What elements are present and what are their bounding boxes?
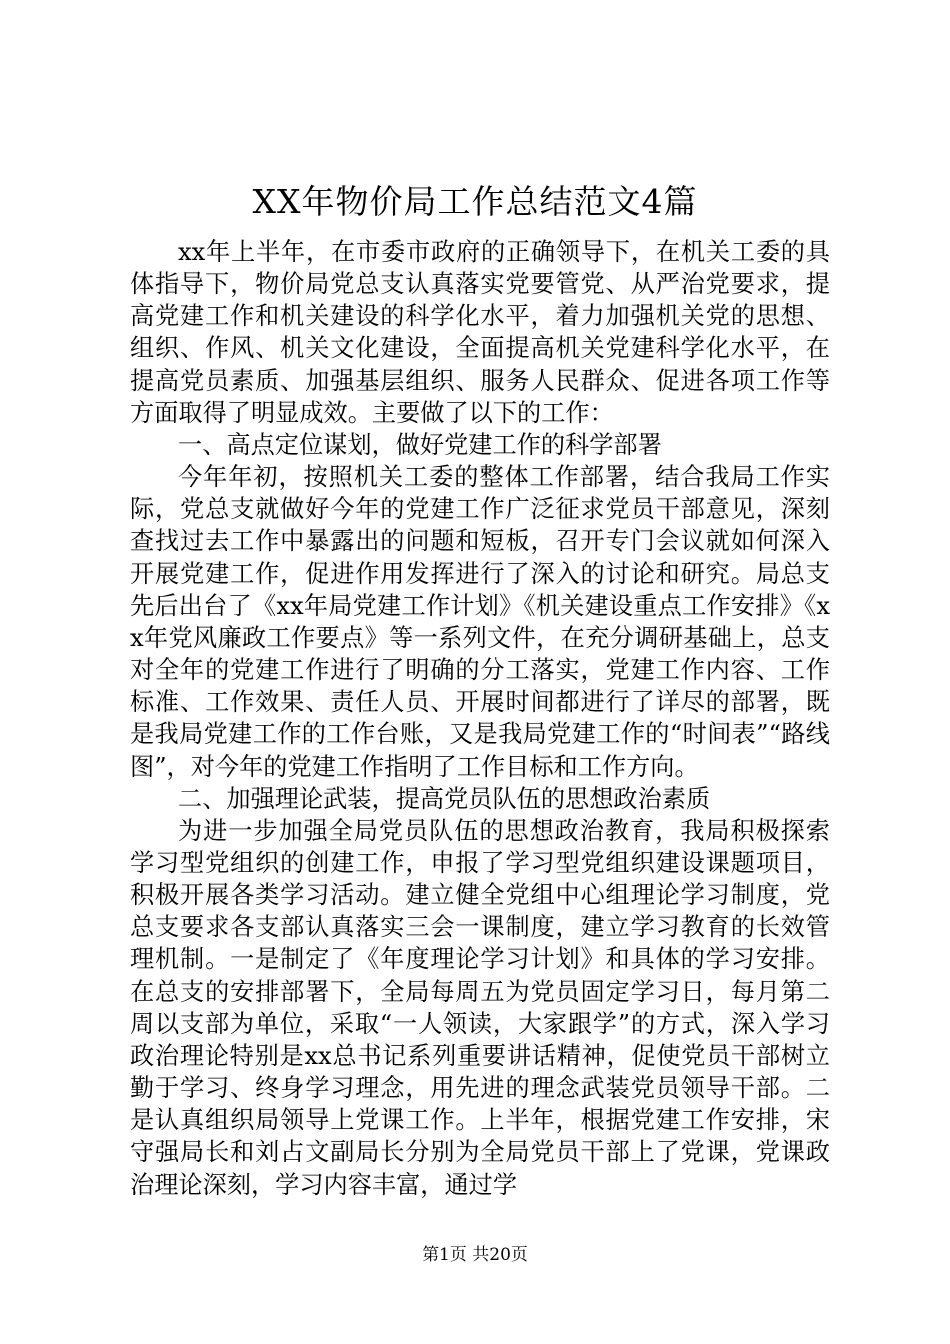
page-footer: 第1页 共20页 (422, 1245, 528, 1265)
body-paragraph-intro: xx年上半年，在市委市政府的正确领导下，在机关工委的具体指导下，物价局党总支认真落实党要管党、从严治党要求，提高党建工作和机关建设的科学化水平，着力加强机关党的思想、组织、作风、机关文化建设，全面提高机关党建科学化水平，在提高党员素质、加强基层组织、服务人民群众、促进各项工作等方面取得了明显成效。主要做了以下的工作： (130, 238, 830, 427)
body-paragraph-section-2: 为进一步加强全局党员队伍的思想政治教育，我局积极探索学习型党组织的创建工作，申报了学习型党组织建设课题项目，积极开展各类学习活动。建立健全党组中心组理论学习制度，党总支要求各支部认真落实三会一课制度，建立学习教育的长效管理机制。一是制定了《年度理论学习计划》和具体的学习安排。在总支的安排部署下，全局每周五为党员固定学习日，每月第二周以支部为单位，采取“一人领读，大家跟学”的方式，深入学习政治理论特别是xx总书记系列重要讲话精神，促使党员干部树立勤于学习、终身学习理念，用先进的理念武装党员领导干部。二是认真组织局领导上党课工作。上半年，根据党建工作安排，宋守强局长和刘占文副局长分别为全局党员干部上了党课，党课政治理论深刻，学习内容丰富，通过学 (130, 816, 830, 1199)
section-heading-1: 一、高点定位谋划，做好党建工作的科学部署 (178, 430, 662, 459)
section-heading-2: 二、加强理论武装，提高党员队伍的思想政治素质 (178, 784, 711, 813)
document-title: XX年物价局工作总结范文4篇 (252, 182, 698, 221)
document-body (130, 236, 830, 1201)
body-paragraph-section-1: 今年年初，按照机关工委的整体工作部署，结合我局工作实际，党总支就做好今年的党建工作广泛征求党员干部意见，深刻查找过去工作中暴露出的问题和短板，召开专门会议就如何深入开展党建工作，促进作用发挥进行了深入的讨论和研究。局总支先后出台了《xx年局党建工作计划》《机关建设重点工作安排》《xx年党风廉政工作要点》等一系列文件，在充分调研基础上，总支对全年的党建工作进行了明确的分工落实，党建工作内容、工作标准、工作效果、责任人员、开展时间都进行了详尽的部署，既是我局党建工作的工作台账，又是我局党建工作的“时间表”“路线图”，对今年的党建工作指明了工作目标和工作方向。 (130, 463, 830, 781)
